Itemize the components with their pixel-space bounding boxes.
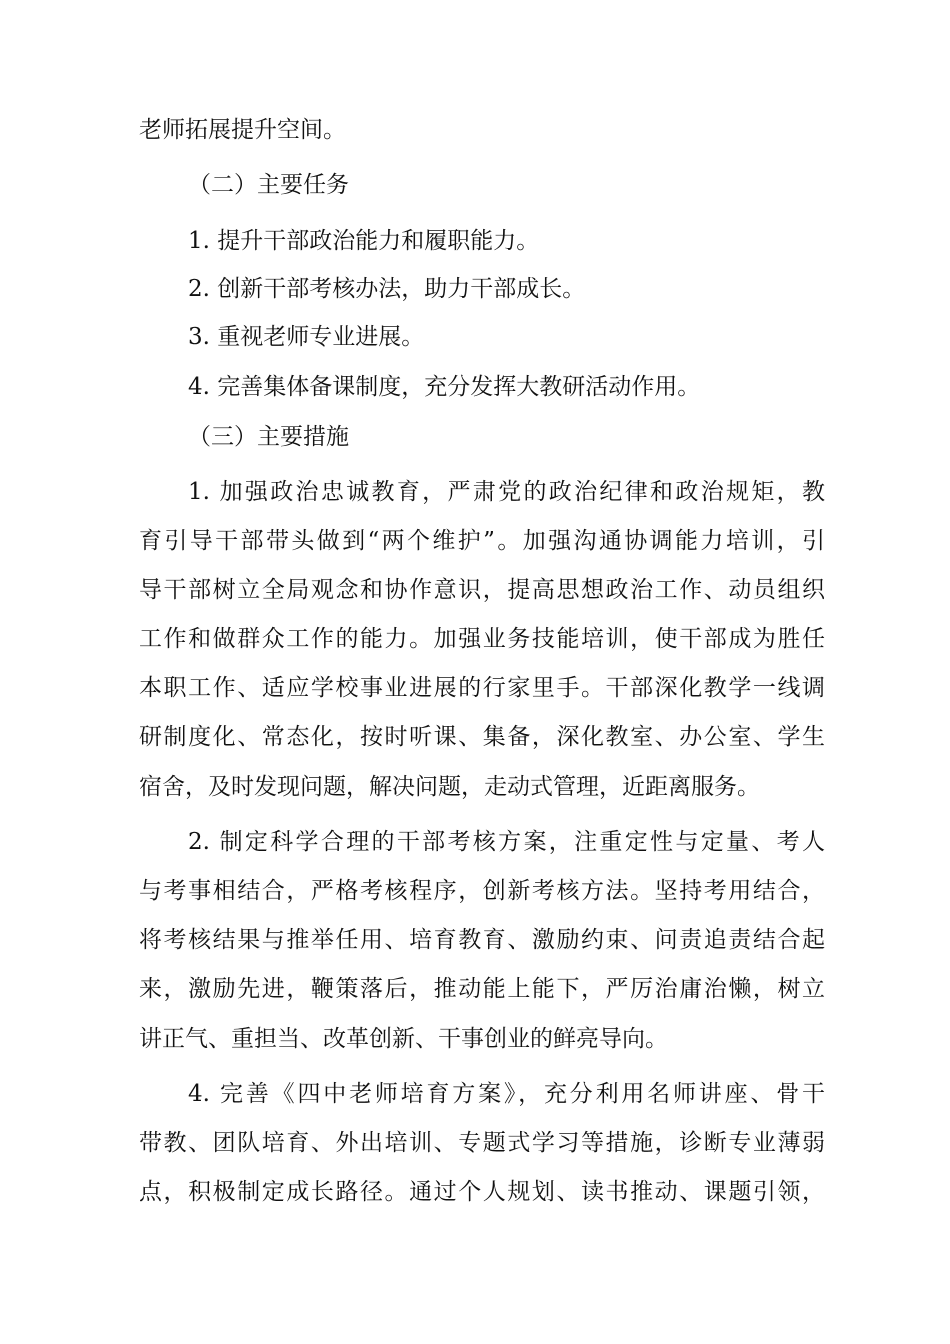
section-heading: （二）主要任务 — [188, 172, 349, 198]
paragraph-line: 点，积极制定成长路径。通过个人规划、读书推动、课题引领， — [139, 1179, 825, 1205]
paragraph-line: 导干部树立全局观念和协作意识，提高思想政治工作、动员组织 — [139, 577, 825, 603]
text-line: 老师拓展提升空间。 — [139, 117, 346, 143]
paragraph-line: 将考核结果与推举任用、培育教育、激励约束、问责追责结合起 — [139, 927, 825, 953]
paragraph-line: 来，激励先进，鞭策落后，推动能上能下，严厉治庸治懒，树立 — [139, 976, 825, 1002]
paragraph-line: 4. 完善《四中老师培育方案》，充分利用名师讲座、骨干 — [188, 1081, 825, 1107]
task-item: 3. 重视老师专业进展。 — [188, 324, 425, 350]
task-item: 4. 完善集体备课制度，充分发挥大教研活动作用。 — [188, 374, 701, 400]
task-item: 2. 创新干部考核办法，助力干部成长。 — [188, 276, 586, 302]
paragraph-line: 宿舍，及时发现问题，解决问题，走动式管理，近距离服务。 — [139, 774, 760, 800]
paragraph-line: 1. 加强政治忠诚教育，严肃党的政治纪律和政治规矩，教 — [188, 479, 825, 505]
paragraph-line: 2. 制定科学合理的干部考核方案，注重定性与定量、考人 — [188, 829, 825, 855]
section-heading: （三）主要措施 — [188, 424, 349, 450]
paragraph-line: 研制度化、常态化，按时听课、集备，深化教室、办公室、学生 — [139, 724, 825, 750]
paragraph-line: 育引导干部带头做到“两个维护”。加强沟通协调能力培训，引 — [139, 528, 825, 554]
paragraph-line: 讲正气、重担当、改革创新、干事创业的鲜亮导向。 — [139, 1026, 668, 1052]
paragraph-line: 与考事相结合，严格考核程序，创新考核方法。坚持考用结合， — [139, 878, 825, 904]
task-item: 1. 提升干部政治能力和履职能力。 — [188, 228, 540, 254]
paragraph-line: 带教、团队培育、外出培训、专题式学习等措施，诊断专业薄弱 — [139, 1130, 825, 1156]
paragraph-line: 本职工作、适应学校事业进展的行家里手。干部深化教学一线调 — [139, 675, 825, 701]
paragraph-line: 工作和做群众工作的能力。加强业务技能培训，使干部成为胜任 — [139, 626, 825, 652]
